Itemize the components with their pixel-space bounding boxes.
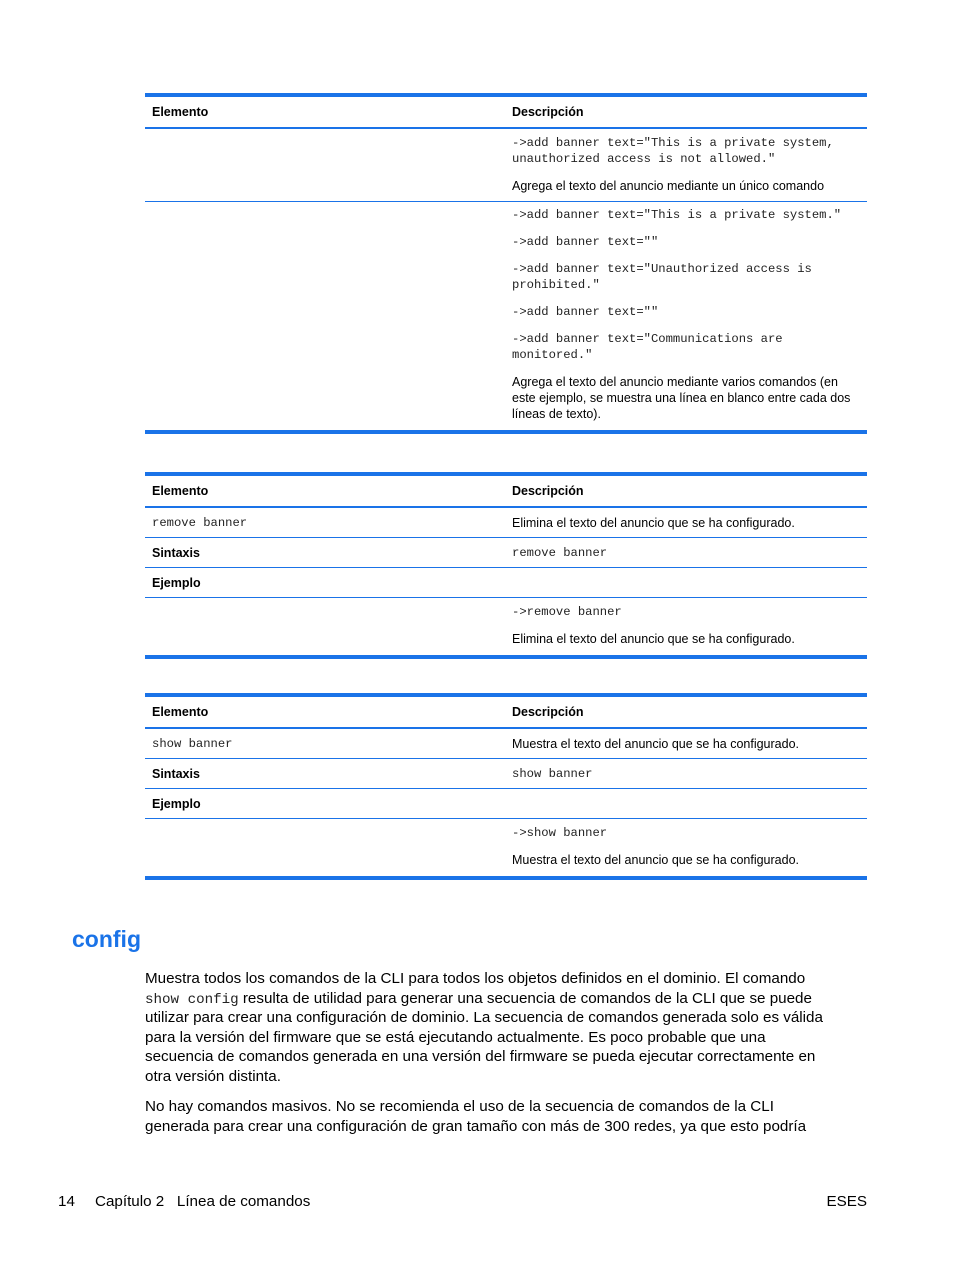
table-row xyxy=(145,789,867,819)
syntax-value: remove banner xyxy=(512,545,608,560)
text-line: Muestra todos los comandos de la CLI para todos los objetos definidos en el dominio. El comando xyxy=(145,970,806,987)
page-number: 14 xyxy=(58,1193,75,1210)
table-remove-banner xyxy=(145,472,867,659)
table-row xyxy=(145,759,867,789)
table-row xyxy=(145,819,867,876)
table-row xyxy=(145,202,867,430)
code-line: ->add banner text="Communications are xyxy=(512,332,783,346)
description-text: líneas de texto). xyxy=(512,407,601,421)
cell-empty xyxy=(145,819,505,876)
table-header xyxy=(145,97,867,129)
text-line: generada para crear una configuración de gran tamaño con más de 300 redes, ya que esto podría xyxy=(145,1117,807,1135)
cell-empty xyxy=(145,202,505,430)
table-row xyxy=(145,568,867,598)
header-elemento: Elemento xyxy=(152,705,209,719)
paragraph-2 xyxy=(145,1097,867,1136)
text-line: secuencia de comandos generada en una versión del firmware se pueda ejecutar correctamente en xyxy=(145,1048,816,1066)
example-code: ->show banner xyxy=(512,826,608,840)
table-show-banner xyxy=(145,693,867,880)
language-code: ESES xyxy=(826,1193,867,1210)
text-line: No hay comandos masivos. No se recomienda el uso de la secuencia de comandos de la CLI xyxy=(145,1098,774,1115)
description-text: Agrega el texto del anuncio mediante varios comandos (en xyxy=(512,375,838,389)
table-header xyxy=(145,476,867,508)
text-span: resulta de utilidad para generar una secuencia de comandos de la CLI que se puede xyxy=(238,989,812,1007)
syntax-value: show banner xyxy=(512,766,593,781)
command-description: Muestra el texto del anuncio que se ha configurado. xyxy=(512,736,799,751)
example-description: Muestra el texto del anuncio que se ha configurado. xyxy=(512,853,799,867)
cell-empty xyxy=(145,598,505,655)
header-descripcion: Descripción xyxy=(512,105,584,119)
table-row xyxy=(145,508,867,538)
table-row xyxy=(145,598,867,655)
chapter-title: Capítulo 2 Línea de comandos xyxy=(95,1193,311,1210)
code-line: ->add banner text="This is a private system, xyxy=(512,136,834,150)
cell-description xyxy=(505,819,867,876)
cell-description xyxy=(505,202,867,430)
cell-empty xyxy=(145,129,505,201)
table-header xyxy=(145,697,867,729)
command-description: Elimina el texto del anuncio que se ha configurado. xyxy=(512,515,795,530)
example-code: ->remove banner xyxy=(512,605,622,619)
inline-code: show config xyxy=(145,991,239,1008)
table-row xyxy=(145,129,867,202)
code-line: ->add banner text="This is a private system." xyxy=(512,208,842,222)
code-line: prohibited." xyxy=(512,278,600,292)
syntax-label: Sintaxis xyxy=(152,766,200,781)
table-add-banner-examples xyxy=(145,93,867,434)
section-title: config xyxy=(72,926,141,952)
command-name: show banner xyxy=(152,736,233,751)
example-label: Ejemplo xyxy=(152,575,201,590)
text-line: otra versión distinta. xyxy=(145,1067,281,1085)
text-line: para la versión del firmware que se está ejecutando actualmente. Es poco probable que una xyxy=(145,1028,766,1046)
text-line: utilizar para crear una configuración de dominio. La secuencia de comandos generada solo es válida xyxy=(145,1009,823,1027)
example-description: Elimina el texto del anuncio que se ha configurado. xyxy=(512,632,795,646)
paragraph-1 xyxy=(145,969,867,1087)
code-line: ->add banner text="Unauthorized access is xyxy=(512,262,812,276)
command-name: remove banner xyxy=(152,515,248,530)
code-line: monitored." xyxy=(512,348,593,362)
code-line: unauthorized access is not allowed." xyxy=(512,152,776,166)
header-descripcion: Descripción xyxy=(512,484,584,498)
table-row xyxy=(145,729,867,759)
description-text: este ejemplo, se muestra una línea en blanco entre cada dos xyxy=(512,391,851,405)
header-elemento: Elemento xyxy=(152,484,209,498)
example-label: Ejemplo xyxy=(152,796,201,811)
code-line: ->add banner text="" xyxy=(512,235,659,249)
text-line xyxy=(145,989,867,1009)
cell-description xyxy=(505,129,867,201)
cell-description xyxy=(505,598,867,655)
header-descripcion: Descripción xyxy=(512,705,584,719)
header-elemento: Elemento xyxy=(152,105,209,119)
description-text: Agrega el texto del anuncio mediante un único comando xyxy=(512,179,825,193)
table-row xyxy=(145,538,867,568)
code-line: ->add banner text="" xyxy=(512,305,659,319)
syntax-label: Sintaxis xyxy=(152,545,200,560)
